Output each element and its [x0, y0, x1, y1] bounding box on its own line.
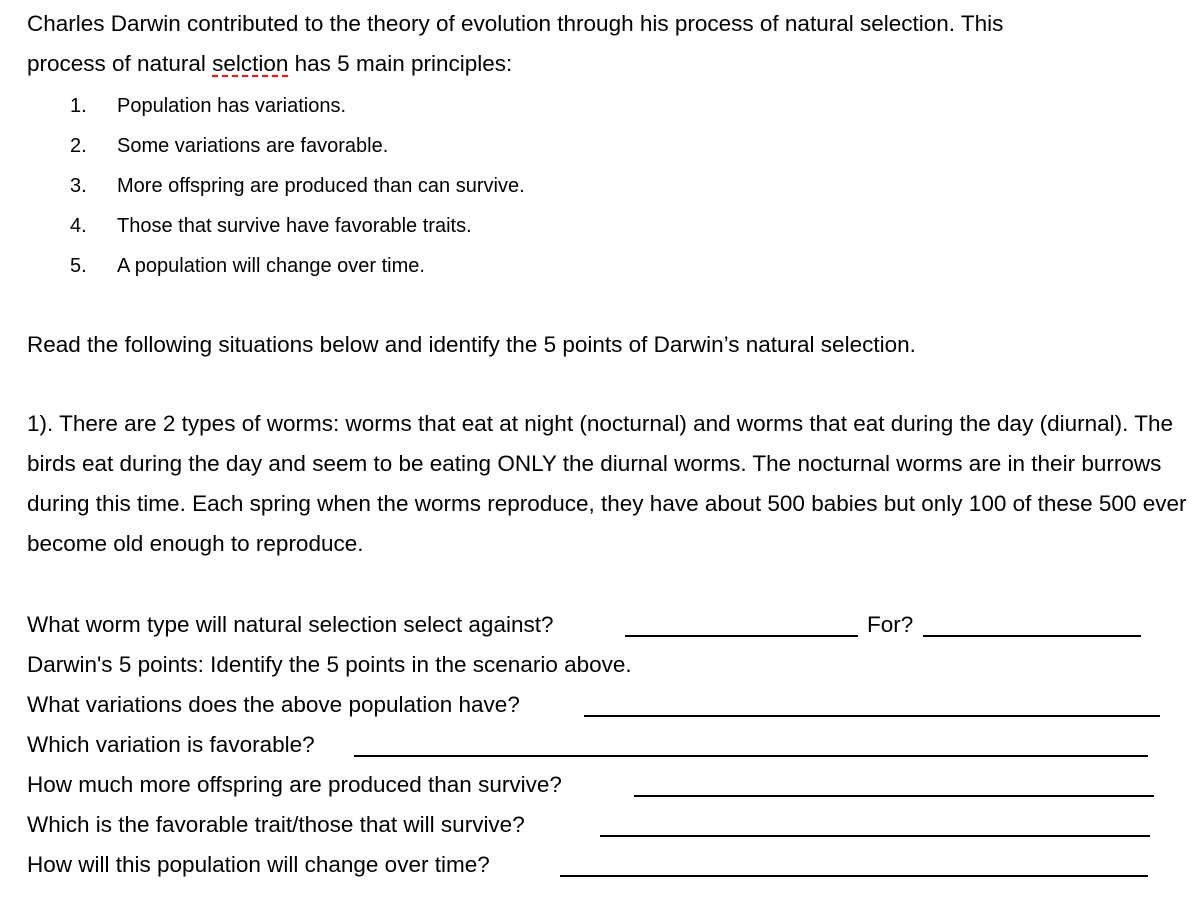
- question-change-over-time: How will this population will change over time?: [27, 852, 490, 877]
- question-favorable-trait: Which is the favorable trait/those that will survive?: [27, 812, 525, 837]
- answer-blank-favorable-variation[interactable]: [354, 755, 1148, 757]
- principle-number: 3.: [70, 175, 87, 197]
- answer-blank-favorable-trait[interactable]: [600, 835, 1150, 837]
- principle-text: Those that survive have favorable traits.: [117, 215, 472, 237]
- answer-blank-offspring[interactable]: [634, 795, 1154, 797]
- principle-number: 4.: [70, 215, 87, 237]
- question-favorable-variation: Which variation is favorable?: [27, 732, 315, 757]
- intro-line-2-start: process of natural: [27, 51, 213, 76]
- intro-line-2: [27, 53, 512, 76]
- principle-text: Population has variations.: [117, 95, 347, 117]
- answer-blank-for[interactable]: [923, 635, 1141, 637]
- principle-text: A population will change over time.: [117, 255, 425, 277]
- answer-blank-change-over-time[interactable]: [560, 875, 1148, 877]
- principle-text: Some variations are favorable.: [117, 135, 389, 157]
- question-select-for: For?: [867, 612, 914, 637]
- intro-line-1: Charles Darwin contributed to the theory of evolution through his process of natural selection. This: [27, 11, 1004, 36]
- principle-number: 1.: [70, 95, 87, 117]
- answer-blank-against[interactable]: [625, 635, 858, 637]
- question-select-against: What worm type will natural selection select against?: [27, 612, 554, 637]
- question-variations: What variations does the above population have?: [27, 692, 520, 717]
- answer-blank-variations[interactable]: [584, 715, 1160, 717]
- scenario-paragraph: 1). There are 2 types of worms: worms that eat at night (nocturnal) and worms that eat during the day (diurnal). The birds eat during the day and seem to be eating ONLY the diurnal worms. The nocturnal worms are in their burrows during this time. Each spring when the worms reproduce, they have about 500 babies but only 100 of these 500 ever become old enough to reproduce.: [27, 411, 1187, 556]
- intro-line-2-end: has 5 main principles:: [288, 51, 513, 76]
- principle-number: 5.: [70, 255, 87, 277]
- points-heading: Darwin's 5 points: Identify the 5 points in the scenario above.: [27, 652, 632, 677]
- principle-text: More offspring are produced than can survive.: [117, 175, 525, 197]
- instruction-text: Read the following situations below and identify the 5 points of Darwin’s natural selection.: [27, 332, 916, 357]
- principle-number: 2.: [70, 135, 87, 157]
- misspelled-word: selction: [212, 51, 289, 76]
- question-offspring: How much more offspring are produced than survive?: [27, 772, 562, 797]
